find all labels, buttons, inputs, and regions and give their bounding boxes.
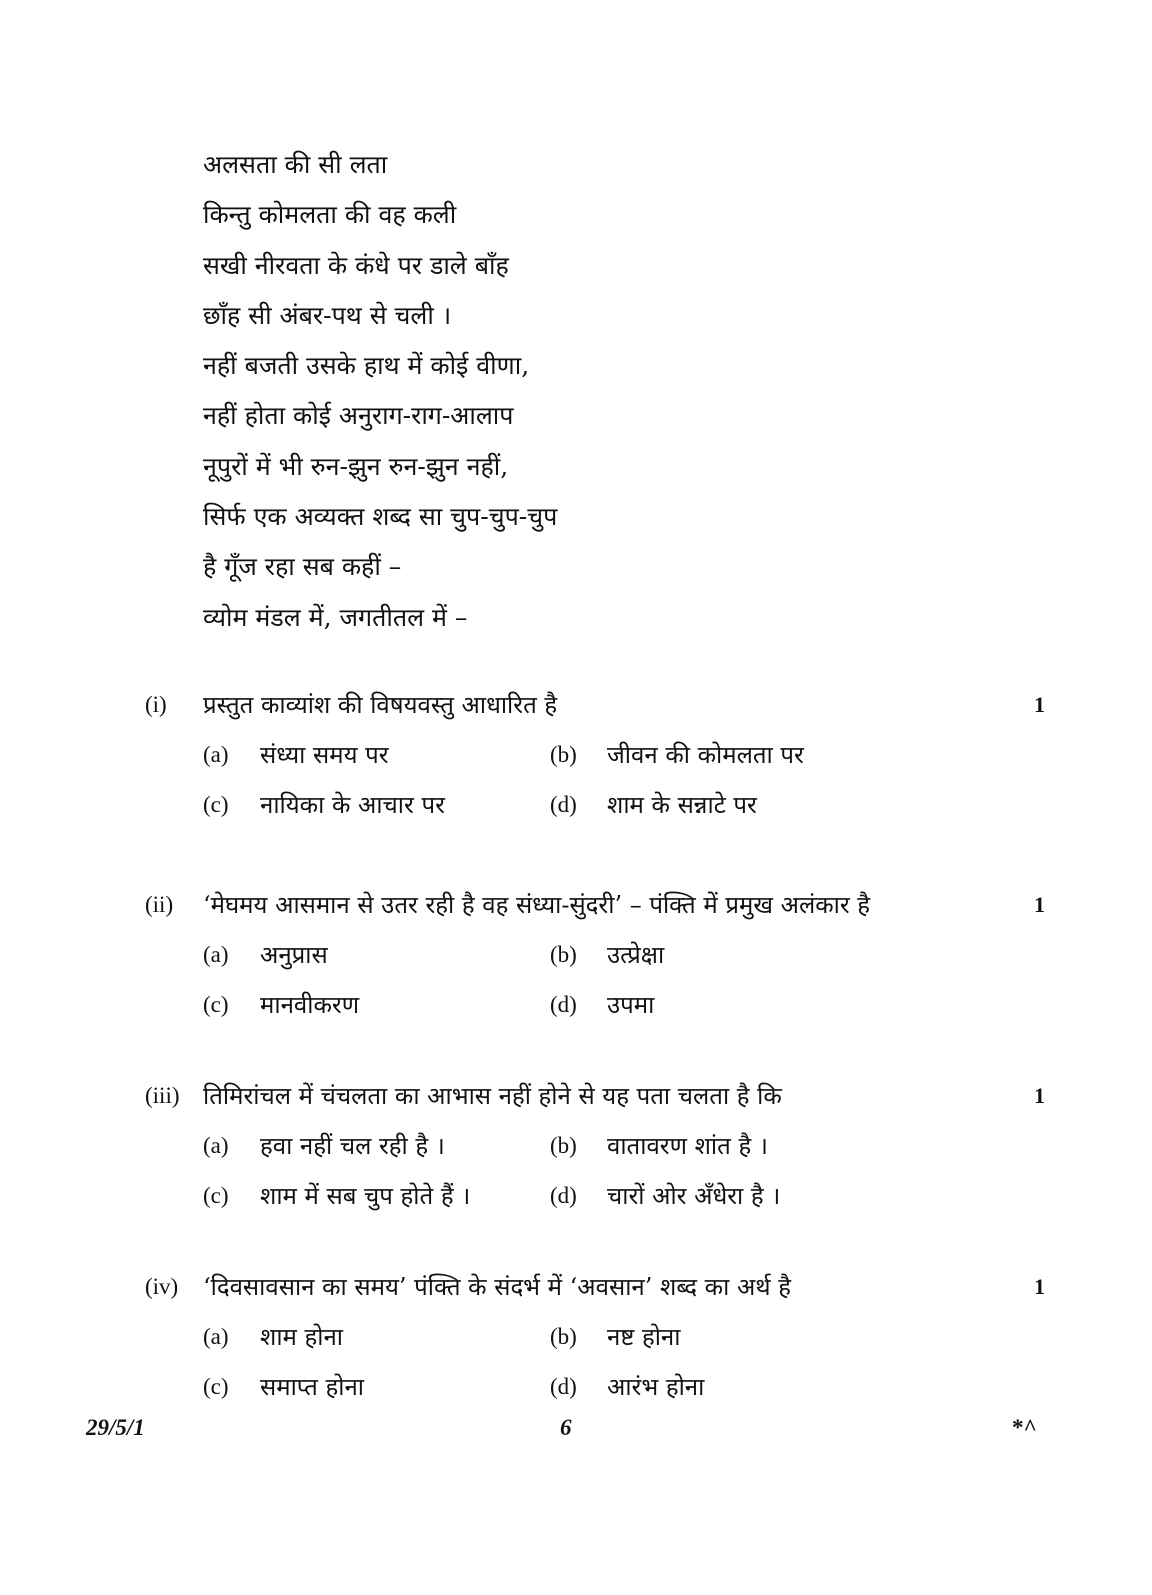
option-row [145, 1171, 1045, 1221]
option-text: वातावरण शांत है । [607, 1132, 768, 1160]
question-i [145, 680, 1045, 830]
option-text: शाम में सब चुप होते हैं । [260, 1182, 471, 1210]
poem-line: सखी नीरवता के कंधे पर डाले बाँह [203, 250, 509, 280]
option-text: संध्या समय पर [260, 741, 389, 769]
question-marks: 1 [1034, 692, 1045, 717]
option-text: आरंभ होना [607, 1373, 705, 1401]
option-text: नष्ट होना [607, 1323, 681, 1351]
poem-stanza [203, 140, 903, 643]
question-text: प्रस्तुत काव्यांश की विषयवस्तु आधारित है [203, 691, 558, 719]
poem-line: किन्तु कोमलता की वह कली [203, 200, 457, 230]
option-text: जीवन की कोमलता पर [607, 741, 804, 769]
option-label: (b) [550, 742, 577, 767]
option-label: (c) [203, 992, 229, 1017]
question-iii [145, 1071, 1045, 1221]
option-row [145, 1121, 1045, 1171]
poem-line: नहीं होता कोई अनुराग-राग-आलाप [203, 401, 514, 431]
option-label: (a) [203, 942, 229, 967]
question-marks: 1 [1034, 892, 1045, 917]
option-label: (c) [203, 1183, 229, 1208]
option-row [145, 980, 1045, 1030]
option-label: (a) [203, 1324, 229, 1349]
option-text: समाप्त होना [260, 1373, 364, 1401]
question-ii [145, 880, 1045, 1030]
option-text: मानवीकरण [260, 991, 360, 1019]
option-text: शाम होना [260, 1323, 344, 1351]
option-text: शाम के सन्नाटे पर [607, 791, 757, 819]
option-label: (a) [203, 1133, 229, 1158]
option-label: (b) [550, 1133, 577, 1158]
question-header [145, 1071, 1045, 1121]
question-text: ‘दिवसावसान का समय’ पंक्ति के संदर्भ में ‘अवसान’ शब्द का अर्थ है [203, 1273, 792, 1301]
option-label: (c) [203, 792, 229, 817]
question-marks: 1 [1034, 1083, 1045, 1108]
option-text: चारों ओर अँधेरा है । [607, 1182, 781, 1210]
option-label: (d) [550, 792, 577, 817]
question-number: (i) [145, 692, 167, 717]
option-label: (d) [550, 1183, 577, 1208]
option-label: (d) [550, 992, 577, 1017]
option-label: (c) [203, 1374, 229, 1399]
footer-mark: *^ [1012, 1415, 1037, 1440]
option-row [145, 1312, 1045, 1362]
option-label: (a) [203, 742, 229, 767]
option-row [145, 1362, 1045, 1412]
paper-code: 29/5/1 [86, 1415, 145, 1440]
option-text: उत्प्रेक्षा [607, 941, 665, 969]
poem-line: अलसता की सी लता [203, 150, 388, 179]
question-iv [145, 1262, 1045, 1412]
poem-line: है गूँज रहा सब कहीं – [203, 552, 402, 582]
question-header [145, 1262, 1045, 1312]
option-text: नायिका के आचार पर [260, 791, 445, 819]
option-text: अनुप्रास [260, 941, 328, 969]
question-marks: 1 [1034, 1274, 1045, 1299]
question-text: ‘मेघमय आसमान से उतर रही है वह संध्या-सुंदरी’ – पंक्ति में प्रमुख अलंकार है [203, 891, 871, 919]
question-text: तिमिरांचल में चंचलता का आभास नहीं होने से यह पता चलता है कि [203, 1082, 782, 1110]
option-label: (b) [550, 942, 577, 967]
option-row [145, 780, 1045, 830]
page-number: 6 [560, 1415, 572, 1440]
question-header [145, 880, 1045, 930]
poem-line: व्योम मंडल में, जगतीतल में – [203, 602, 468, 632]
option-row [145, 930, 1045, 980]
option-row [145, 730, 1045, 780]
question-header [145, 680, 1045, 730]
question-number: (iv) [145, 1274, 179, 1299]
poem-line: छाँह सी अंबर-पथ से चली । [203, 300, 452, 330]
question-number: (iii) [145, 1083, 180, 1108]
option-text: हवा नहीं चल रही है । [260, 1132, 445, 1160]
poem-line: नहीं बजती उसके हाथ में कोई वीणा, [203, 351, 530, 381]
question-number: (ii) [145, 892, 174, 917]
option-label: (d) [550, 1374, 577, 1399]
poem-line: सिर्फ एक अव्यक्त शब्द सा चुप-चुप-चुप [203, 502, 558, 532]
poem-line: नूपुरों में भी रुन-झुन रुन-झुन नहीं, [203, 451, 509, 481]
option-label: (b) [550, 1324, 577, 1349]
option-text: उपमा [607, 991, 655, 1019]
